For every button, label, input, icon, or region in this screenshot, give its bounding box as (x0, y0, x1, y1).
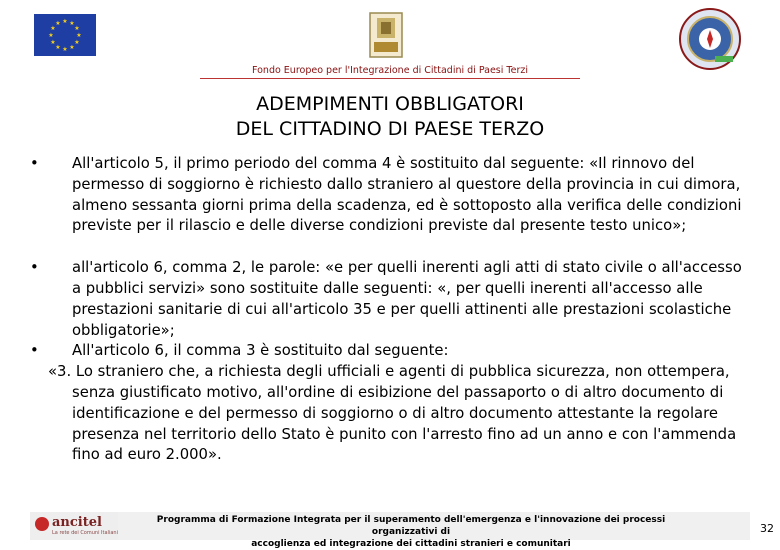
page-number: 32 (760, 522, 774, 535)
anci-logo-icon (369, 12, 403, 58)
paragraph-text: All'articolo 5, il primo periodo del comma 4 è sostituito dal seguente: «Il rinnovo del permesso di soggiorno è richiesto dallo straniero al questore della provincia in cui dimora, almeno sessanta giorni prima della scadenza, ed è sottoposto alla verifica delle condizioni previste per il rilascio e delle diverse condizioni previste dal presente testo unico»; (72, 155, 742, 235)
bullet-paragraph (30, 154, 750, 237)
ancitel-brand: ancitel (52, 515, 102, 530)
svg-text:★: ★ (50, 39, 56, 46)
title-line-2: DEL CITTADINO DI PAESE TERZO (235, 118, 545, 140)
program-subtitle: Fondo Europeo per l'Integrazione di Cittadini di Paesi Terzi (251, 65, 528, 76)
footer-program-text (126, 514, 696, 550)
svg-text:★: ★ (55, 44, 61, 51)
bullet-icon: • (30, 259, 39, 277)
ancitel-mark-icon (35, 517, 49, 531)
svg-text:★: ★ (76, 32, 82, 39)
ministry-seal-icon (679, 8, 741, 70)
svg-text:★: ★ (62, 46, 68, 53)
svg-text:★: ★ (69, 44, 75, 51)
ancitel-logo (30, 512, 118, 540)
paragraph-text: All'articolo 6, il comma 3 è sostituito dal seguente: (72, 342, 449, 360)
svg-text:★: ★ (69, 20, 75, 27)
paragraph-text: all'articolo 6, comma 2, le parole: «e per quelli inerenti agli atti di stato civile o all'accesso a pubblici servizi» sono sostituite dalle seguenti: «, per quelli inerenti all'accesso alle prestazioni sanitarie di cui all'articolo 35 e per quelli attinenti alle prestazioni scolastiche obbligatorie»; (72, 259, 742, 339)
svg-text:★: ★ (74, 39, 80, 46)
svg-text:★: ★ (48, 32, 54, 39)
svg-text:★: ★ (50, 25, 56, 32)
title-line-1: ADEMPIMENTI OBBLIGATORI (256, 93, 524, 115)
ancitel-tagline: La rete dei Comuni Italiani (52, 530, 118, 536)
svg-text:★: ★ (74, 25, 80, 32)
quoted-article-text: «3. Lo straniero che, a richiesta degli ufficiali e agenti di pubblica sicurezza, non ottempera, senza giustificato motivo, all'ordine di esibizione del passaporto o di altro documento di identificazione e del permesso di soggiorno o di altro documento attestante la regolare presenza nel territorio dello Stato è punito con l'arresto fino ad un anno e con l'ammenda fino ad euro 2.000». (48, 363, 737, 464)
page-title (140, 92, 640, 142)
svg-text:★: ★ (55, 20, 61, 27)
eu-flag-icon (34, 14, 96, 56)
bullet-paragraph (30, 258, 750, 341)
footer-line-1: Programma di Formazione Integrata per il superamento dell'emergenza e l'innovazione dei processi organizzativi di (156, 515, 666, 537)
svg-text:★: ★ (62, 18, 68, 25)
bullet-paragraph (30, 341, 750, 362)
footer-line-2: accoglienza ed integrazione dei cittadini stranieri e comunitari (251, 539, 571, 549)
bullet-icon: • (30, 155, 39, 172)
slide-body (30, 154, 750, 466)
bullet-icon: • (30, 342, 39, 360)
